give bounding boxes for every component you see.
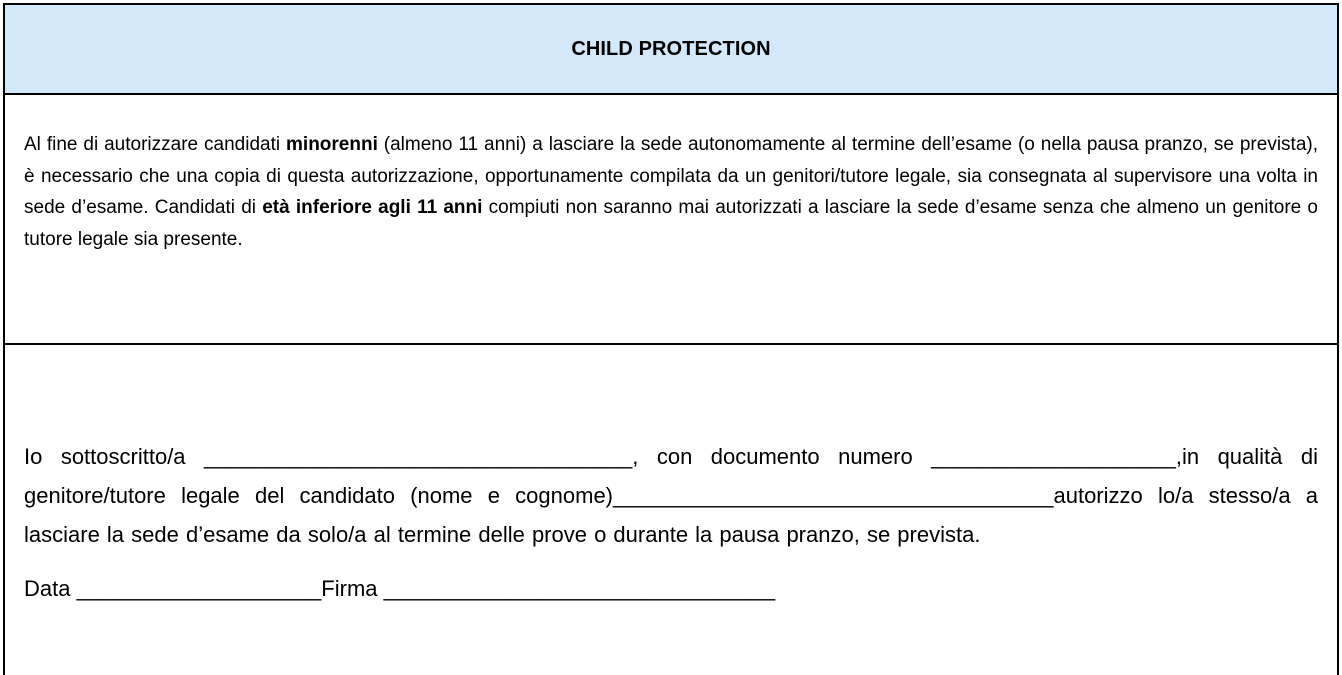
info-paragraph bbox=[24, 129, 1318, 255]
date-signature-line: Data ____________________Firma ________________________________ bbox=[24, 576, 776, 601]
info-bold-minorenni: minorenni bbox=[286, 134, 378, 155]
authorization-statement: Io sottoscritto/a ___________________________________, con documento numero ____________________,in qualità di genitore/tutore legale del candidato (nome e cognome)____________________________________autorizzo lo/a stesso/a a lasciare la sede d’esame da solo/a al termine delle prove o durante la pausa pranzo, se prevista. bbox=[24, 444, 1318, 547]
form-title: CHILD PROTECTION bbox=[571, 37, 771, 60]
form-header bbox=[5, 5, 1337, 95]
info-text-part1: Al fine di autorizzare candidati bbox=[24, 134, 287, 155]
info-section bbox=[5, 95, 1337, 345]
child-protection-form bbox=[3, 3, 1339, 675]
info-text-part3: compiuti non saranno mai autorizzati a lasciare la sede d’esame senza che almeno un genitore o tutore legale sia presente. bbox=[24, 197, 1318, 250]
info-bold-age-limit: età inferiore agli 11 anni bbox=[262, 197, 483, 218]
info-text-part2: (almeno 11 anni) a lasciare la sede autonomamente al termine dell’esame (o nella pausa pranzo, se prevista), è necessario che una copia di questa autorizzazione, opportunamente compilata da un genitori/tutore legale, sia consegnata al supervisore una volta in sede d’esame. Candidati di bbox=[24, 134, 1318, 218]
authorization-section bbox=[5, 345, 1337, 608]
